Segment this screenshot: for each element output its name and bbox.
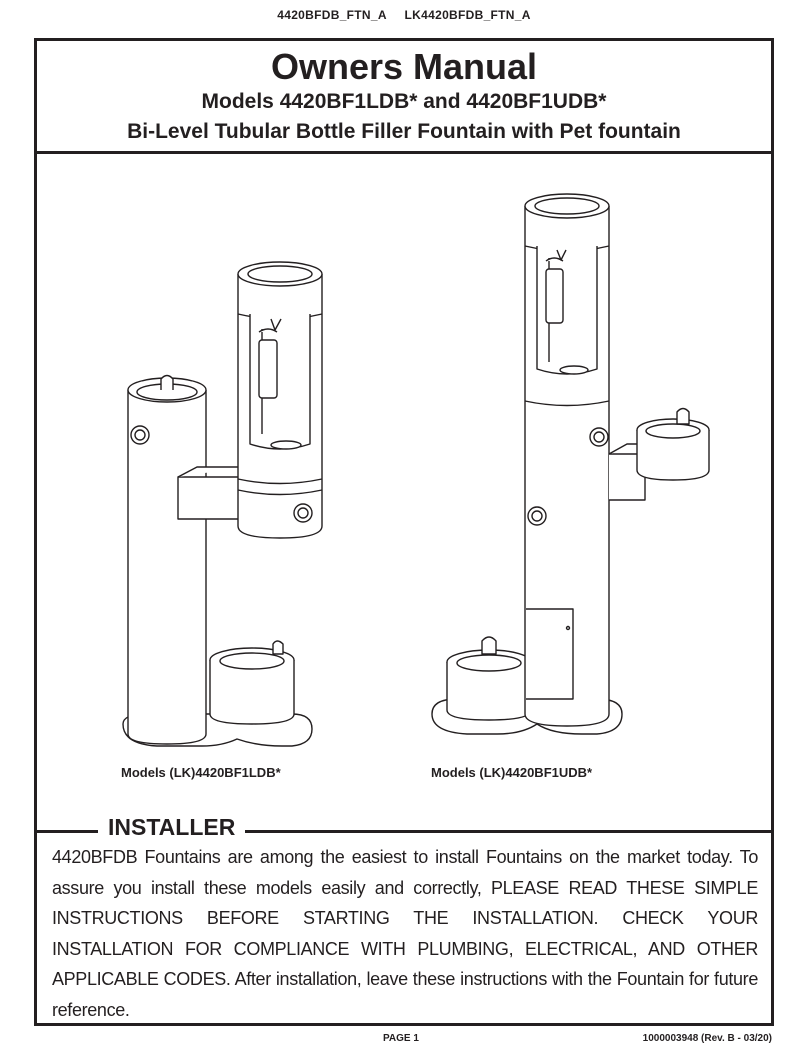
caption-left-model: Models (LK)4420BF1LDB*	[121, 765, 281, 780]
document-number: 1000003948 (Rev. B - 03/20)	[642, 1033, 772, 1044]
product-subtitle: Bi-Level Tubular Bottle Filler Fountain with Pet fountain	[127, 120, 681, 143]
caption-right-model: Models (LK)4420BF1UDB*	[431, 765, 593, 780]
fountain-left-illustration	[123, 262, 322, 746]
fountain-illustrations	[37, 154, 771, 834]
document-codes: 4420BFDB_FTN_A LK4420BFDB_FTN_A	[277, 8, 531, 22]
installer-heading: INSTALLER	[98, 812, 245, 842]
installer-instructions: 4420BFDB Fountains are among the easiest to install Fountains on the market today. To assure you install these models easily and correctly, PLEASE READ THESE SIMPLE INSTRUCTIONS BEFORE STARTING THE INSTALLATION. CHECK YOUR INSTALLATION FOR COMPLIANCE WITH PLUMBING, ELECTRICAL, AND OTHER APPLICABLE CODES. After installation, leave these instructions with the Fountain for future reference.	[52, 847, 758, 1020]
fountain-right-illustration	[432, 194, 709, 734]
model-subtitle: Models 4420BF1LDB* and 4420BF1UDB*	[201, 90, 607, 113]
page-number: PAGE 1	[383, 1033, 419, 1044]
page-title: Owners Manual	[270, 46, 538, 87]
title-box	[34, 38, 774, 154]
